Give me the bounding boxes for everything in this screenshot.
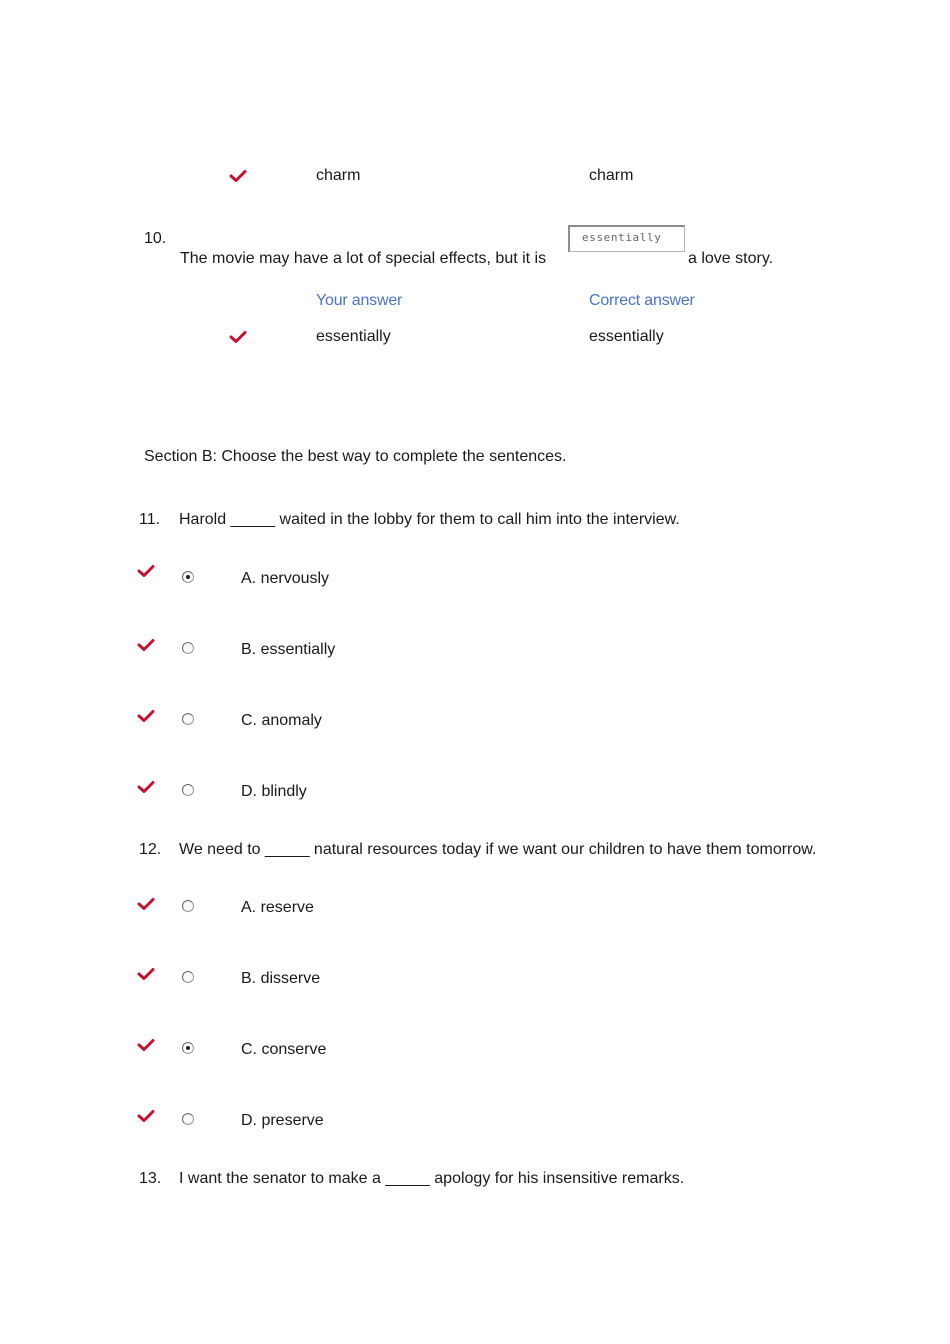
radio-icon[interactable]: [182, 1042, 194, 1054]
q9-your-answer: charm: [316, 167, 361, 184]
option-label: B. essentially: [241, 641, 336, 658]
option-label: A. nervously: [241, 570, 330, 587]
option-label: D. blindly: [241, 783, 307, 800]
option-label: C. conserve: [241, 1041, 327, 1058]
option-label: C. anomaly: [241, 712, 322, 729]
option-label: B. disserve: [241, 970, 321, 987]
check-icon: [229, 169, 247, 183]
check-icon: [229, 330, 247, 344]
q10-correct-answer: essentially: [589, 328, 664, 345]
section-b-instruction: Section B: Choose the best way to complete the sentences.: [144, 448, 567, 465]
q10-number: 10.: [144, 230, 167, 247]
radio-icon[interactable]: [182, 642, 194, 654]
radio-icon[interactable]: [182, 900, 194, 912]
option-label: A. reserve: [241, 899, 314, 916]
q10-text-before: The movie may have a lot of special effects, but it is: [180, 250, 547, 267]
q10-your-answer: essentially: [316, 328, 391, 345]
radio-icon[interactable]: [182, 971, 194, 983]
q11-text: Harold _____ waited in the lobby for them to call him into the interview.: [179, 511, 680, 528]
check-icon: [137, 780, 155, 794]
q9-correct-answer: charm: [589, 167, 634, 184]
radio-icon[interactable]: [182, 1113, 194, 1125]
radio-icon[interactable]: [182, 571, 194, 583]
q12-number: 12.: [139, 841, 162, 858]
check-icon: [137, 897, 155, 911]
q10-blank-field[interactable]: [568, 225, 685, 252]
your-answer-header: Your answer: [316, 292, 403, 309]
radio-icon[interactable]: [182, 713, 194, 725]
check-icon: [137, 638, 155, 652]
check-icon: [137, 1038, 155, 1052]
check-icon: [137, 709, 155, 723]
check-icon: [137, 967, 155, 981]
q13-number: 13.: [139, 1170, 162, 1187]
q13-text: I want the senator to make a _____ apology for his insensitive remarks.: [179, 1170, 685, 1187]
correct-answer-header: Correct answer: [589, 292, 695, 309]
q10-blank-value: essentially: [582, 231, 662, 244]
q12-text: We need to _____ natural resources today if we want our children to have them tomorrow.: [179, 841, 817, 858]
q11-number: 11.: [139, 511, 161, 528]
radio-icon[interactable]: [182, 784, 194, 796]
check-icon: [137, 1109, 155, 1123]
q10-text-after: a love story.: [688, 250, 774, 267]
check-icon: [137, 564, 155, 578]
option-label: D. preserve: [241, 1112, 324, 1129]
